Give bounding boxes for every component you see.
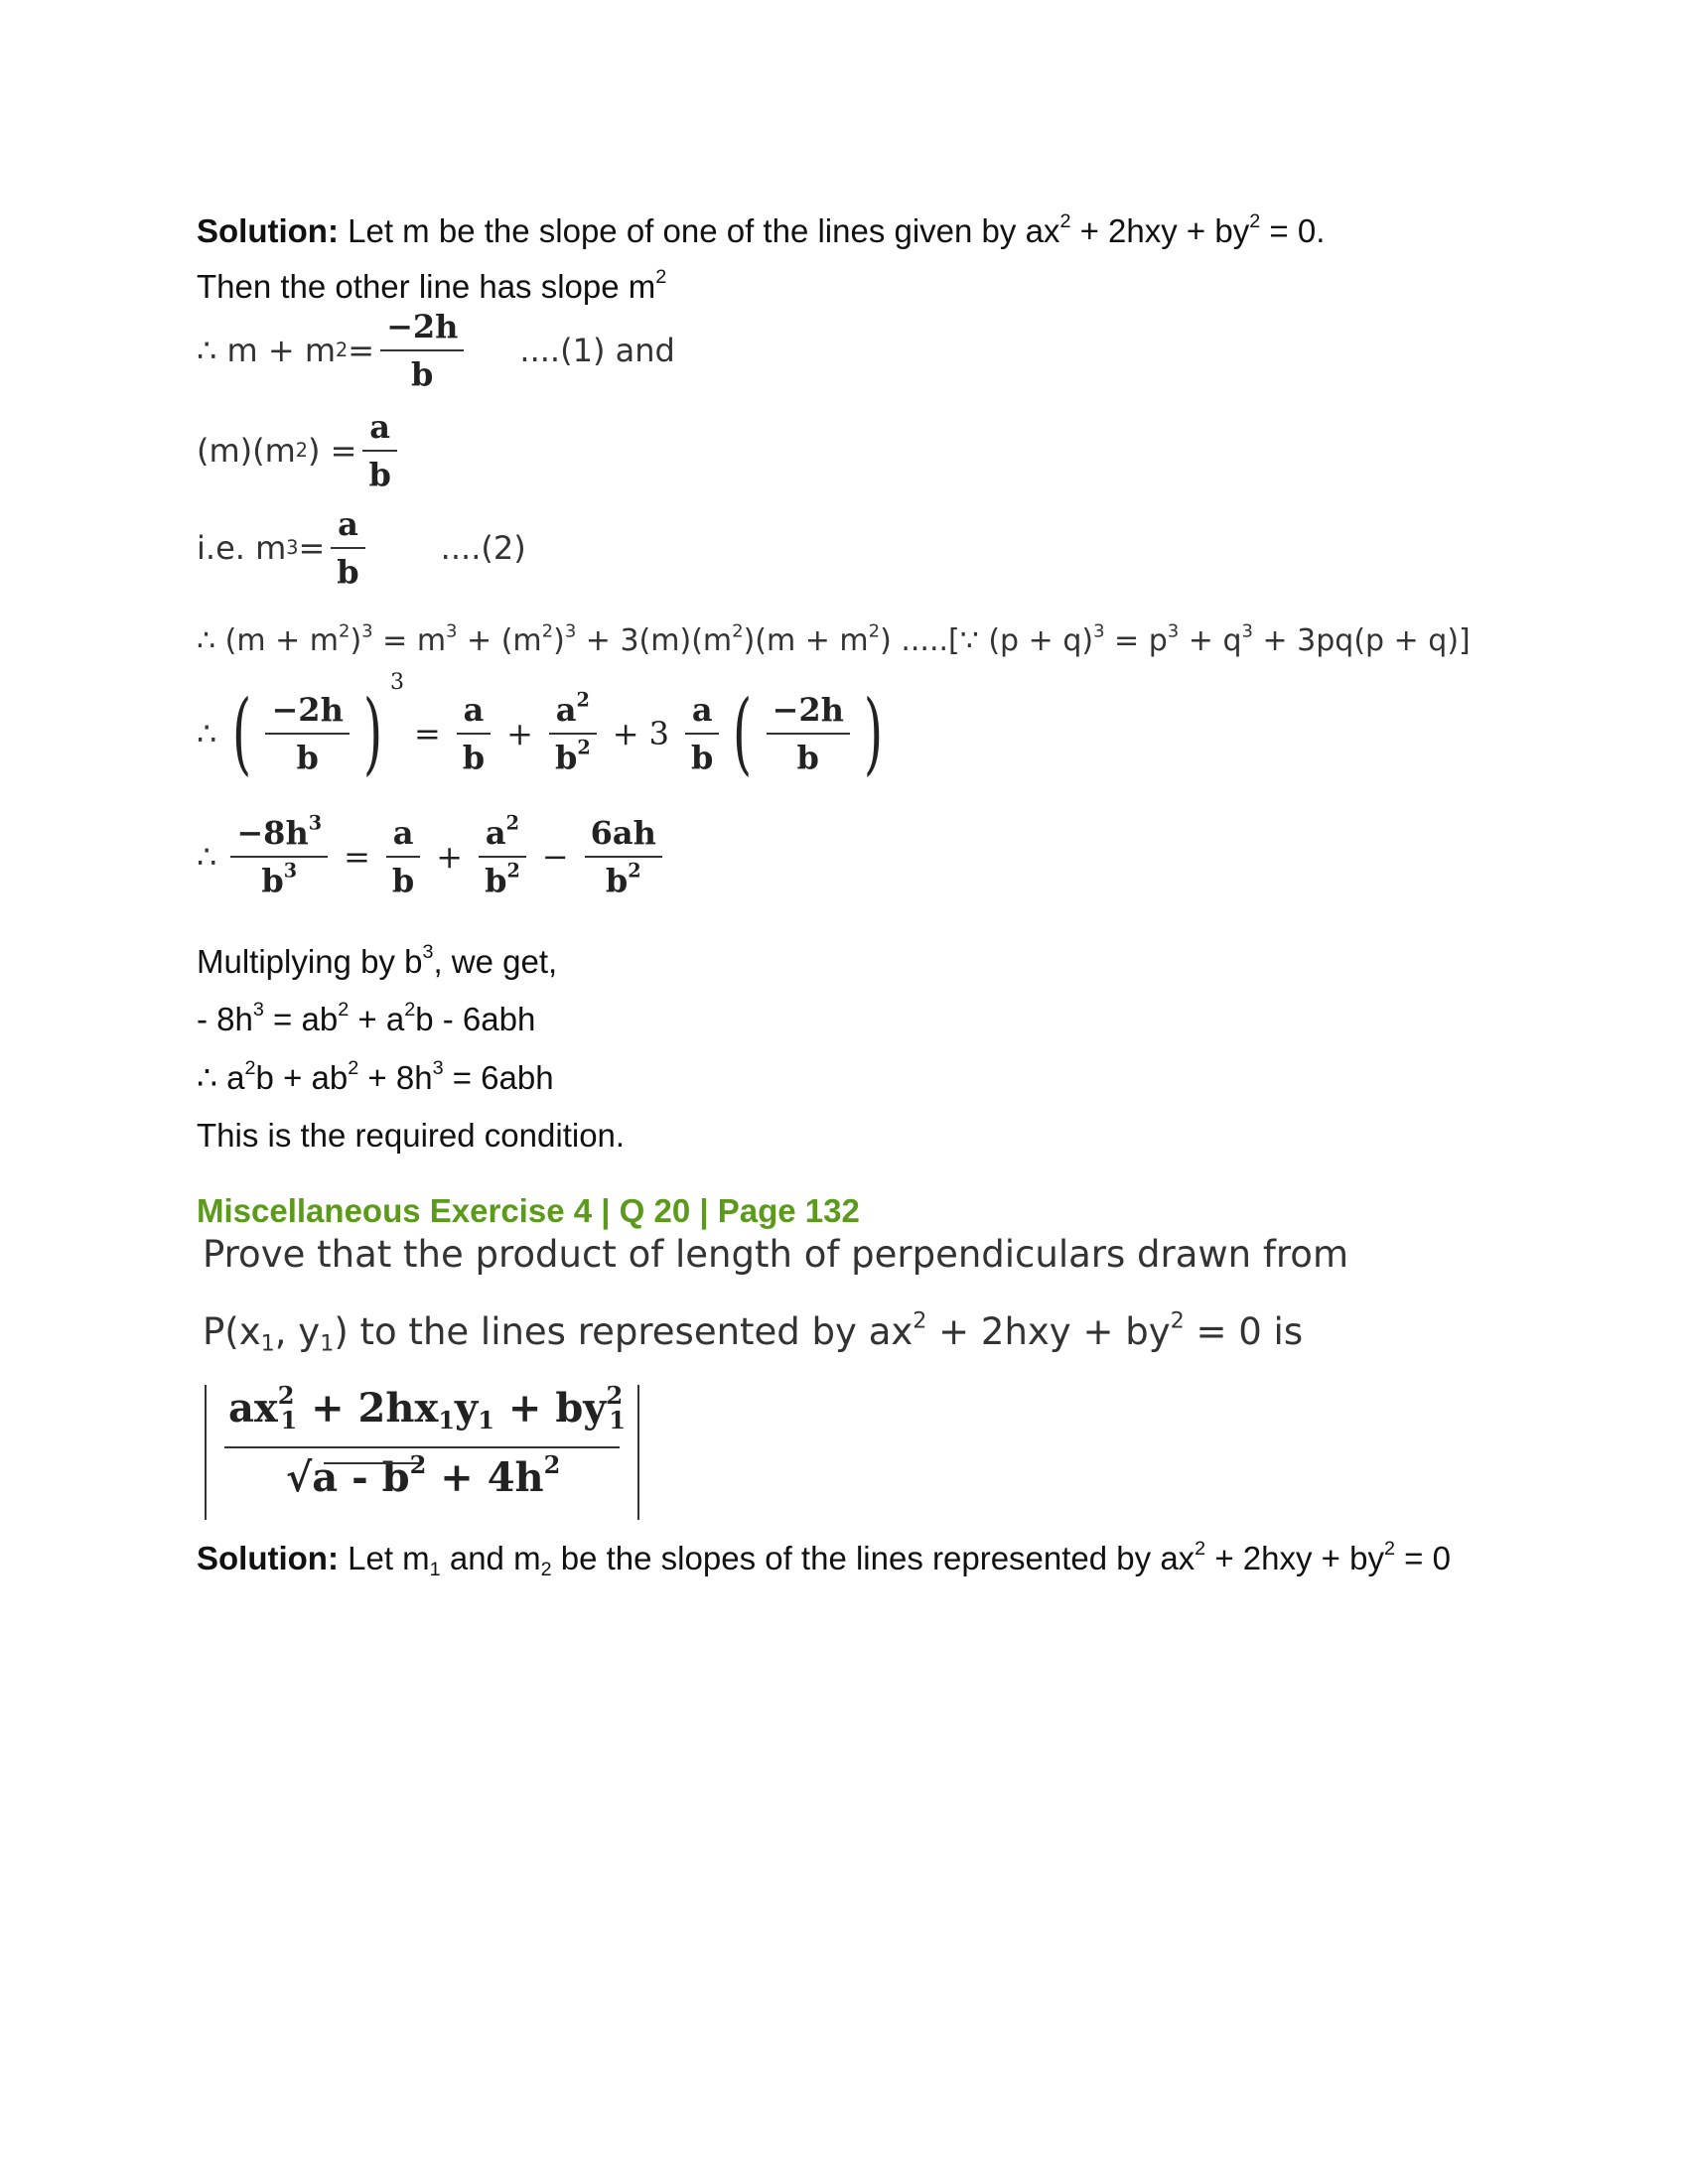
formula-denominator: $√a - b^2 + 4h^2$: [286, 1450, 561, 1501]
multiply-line: Multiplying by $b^3$, we get,: [197, 941, 558, 980]
fraction: $\frac{a}{b}$: [685, 687, 719, 780]
equation-substitution: ∴ ( $\frac{-2h}{b}$ ) 3 = $\frac{a}{b}$ + $\frac{a^2}{b^2}$ + 3 $\frac{a}{b}$ ( $\frac{-2h}{b}$ ): [197, 670, 884, 785]
fraction: $\frac{a}{b}$: [386, 810, 420, 903]
fraction: $\frac{-2h}{b}$: [265, 687, 349, 780]
absolute-value-formula: [205, 1381, 639, 1520]
sqrt-overline: [324, 1462, 419, 1464]
fraction: $\frac{a^2}{b^2}$: [549, 687, 597, 780]
formula-numerator: $ax^2_1 + 2hx_1y_1 + by^2_1$: [228, 1381, 626, 1435]
fraction: $\frac{-2h}{b}$: [380, 304, 464, 397]
fraction: $\frac{a}{b}$: [362, 404, 396, 497]
fraction: $\frac{6ah}{b^2}$: [585, 810, 662, 903]
result-line-2: ∴ $a^2b + ab^2 + 8h^3 = 6abh$: [197, 1057, 554, 1096]
equation-tag: ....(2): [440, 529, 526, 567]
equation-product: (m)(m 2 ) = $\frac{a}{b}$: [197, 404, 403, 497]
solution-2-intro: Solution: Let $m_1$ and $m_2$ be the slopes of the lines represented by $ax^2 + 2hxy + by^2 = 0$: [197, 1538, 1451, 1580]
solution-label: Solution:: [197, 212, 339, 249]
fraction: $\frac{a}{b}$: [457, 687, 491, 780]
fraction: $\frac{-8h^3}{b^3}$: [230, 810, 328, 903]
other-slope-line: Then the other line has slope $m^2$: [197, 266, 667, 305]
exercise-heading[interactable]: Miscellaneous Exercise 4 | Q 20 | Page 132: [197, 1192, 860, 1229]
conclusion: This is the required condition.: [197, 1117, 626, 1154]
sqrt-icon: √: [286, 1454, 313, 1501]
fraction: $\frac{-2h}{b}$: [767, 687, 850, 780]
solution-label: Solution:: [197, 1540, 339, 1576]
equation-cube-identity: ∴ $(m + m^2)^3 = m^3 + (m^2)^3 + 3(m)(m^2)(m + m^2)$ .....[∵ $(p + q)^3 = p^3 + q^3 + 3pq(p + q)$]: [197, 620, 1471, 658]
result-line-1: - $8h^3 = ab^2 + a^2b - 6abh$: [197, 999, 536, 1037]
question-line-1: Prove that the product of length of perpendiculars drawn from: [203, 1233, 1348, 1276]
equation-2: i.e. m 3 = $\frac{a}{b}$ ....(2): [197, 501, 526, 595]
equation-1: ∴ m + m 2 = $\frac{-2h}{b}$ ....(1) and: [197, 304, 675, 397]
equation-tag: ....(1) and: [519, 332, 675, 369]
fraction: $\frac{a}{b}$: [331, 501, 364, 595]
solution-intro: Solution: Let m be the slope of one of the lines given by $ax^2 + 2hxy + by^2 = 0$.: [197, 210, 1326, 249]
question-line-2: $P(x_1$, $y_1$) to the lines represented by $ax^2 + 2hxy + by^2 = 0$ is: [203, 1307, 1304, 1357]
fraction: $\frac{a^2}{b^2}$: [479, 810, 526, 903]
equation-expanded: ∴ $\frac{-8h^3}{b^3}$ = $\frac{a}{b}$ + $\frac{a^2}{b^2}$ − $\frac{6ah}{b^2}$: [197, 810, 668, 903]
fraction-bar: [224, 1446, 620, 1448]
